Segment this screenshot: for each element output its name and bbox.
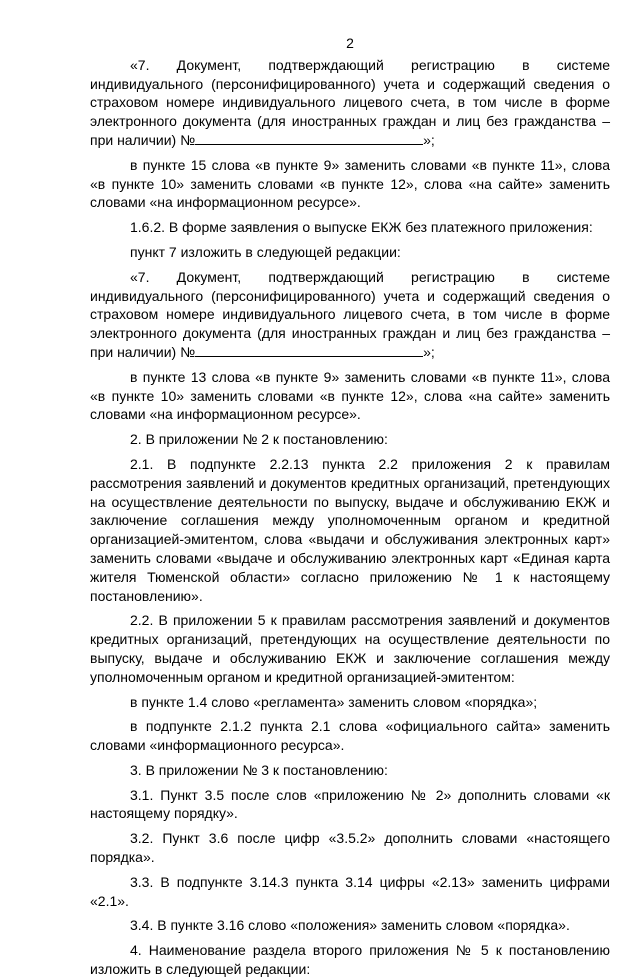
paragraph: в пункте 15 слова «в пункте 9» заменить словами «в пункте 11», слова «в пункте 10» заменить словами «в пункте 12», слова «на сайте» заменить словами «на информационном ресурсе». (90, 156, 610, 211)
paragraph-text-end: »; (423, 343, 435, 360)
page-number: 2 (346, 35, 354, 51)
paragraph: 2. В приложении № 2 к постановлению: (130, 431, 388, 448)
paragraph-text: «7. Документ, подтверждающий регистрацию в системе индивидуального (персонифицированного) учета и содержащий сведения о страховом номере индивидуального лицевого счета, в том числе в форме электронного документа (для иностранных граждан и лиц без гражданства – при наличии) № (90, 268, 610, 360)
fill-in-blank (195, 131, 423, 145)
paragraph-text: «7. Документ, подтверждающий регистрацию в системе индивидуального (персонифицированного) учета и содержащий сведения о страховом номере индивидуального лицевого счета, в том числе в форме электронного документа (для иностранных граждан и лиц без гражданства – при наличии) № (90, 56, 610, 148)
paragraph: в подпункте 2.1.2 пункта 2.1 слова «официального сайта» заменить словами «информационного ресурса». (90, 718, 610, 754)
paragraph-snils-form-1 (90, 56, 610, 150)
paragraph: в пункте 13 слова «в пункте 9» заменить словами «в пункте 11», слова «в пункте 10» заменить словами «в пункте 12», слова «на сайте» заменить словами «на информационном ресурсе». (90, 368, 610, 423)
paragraph: 3.1. Пункт 3.5 после слов «приложению № 2» дополнить словами «к настоящему порядку». (90, 786, 610, 822)
paragraph: 1.6.2. В форме заявления о выпуске ЕКЖ без платежного приложения: (130, 219, 593, 236)
paragraph: 3.2. Пункт 3.6 после цифр «3.5.2» дополнить словами «настоящего порядка». (90, 830, 610, 866)
paragraph: 4. Наименование раздела второго приложения № 5 к постановлению изложить в следующей редакции: (90, 942, 610, 978)
paragraph: 3.4. В пункте 3.16 слово «положения» заменить словом «порядка». (130, 917, 570, 934)
paragraph: 2.1. В подпункте 2.2.13 пункта 2.2 приложения 2 к правилам рассмотрения заявлений и документов кредитных организаций, претендующих на осуществление деятельности по выпуску, выдаче и обслуживанию ЕКЖ и заключение соглашения между уполномоченным органом и кредитной организацией-эмитентом, слова «выдачи и обслуживания электронных карт» заменить словами «выдаче и обслуживанию электронных карт «Единая карта жителя Тюменской области» согласно приложению № 1 к настоящему постановлению». (90, 455, 610, 604)
paragraph: 2.2. В приложении 5 к правилам рассмотрения заявлений и документов кредитных организаций, претендующих на осуществление деятельности по выпуску, выдаче и обслуживанию ЕКЖ и заключение соглашения между уполномоченным органом и кредитной организацией-эмитентом: (90, 612, 610, 685)
paragraph: пункт 7 изложить в следующей редакции: (130, 243, 401, 260)
fill-in-blank (195, 343, 423, 357)
paragraph: 3.3. В подпункте 3.14.3 пункта 3.14 цифры «2.13» заменить цифрами «2.1». (90, 873, 610, 909)
paragraph: в пункте 1.4 слово «регламента» заменить словом «порядка»; (130, 693, 538, 710)
paragraph-snils-form-2 (90, 268, 610, 362)
paragraph-text-end: »; (423, 131, 435, 148)
paragraph: 3. В приложении № 3 к постановлению: (130, 761, 388, 778)
